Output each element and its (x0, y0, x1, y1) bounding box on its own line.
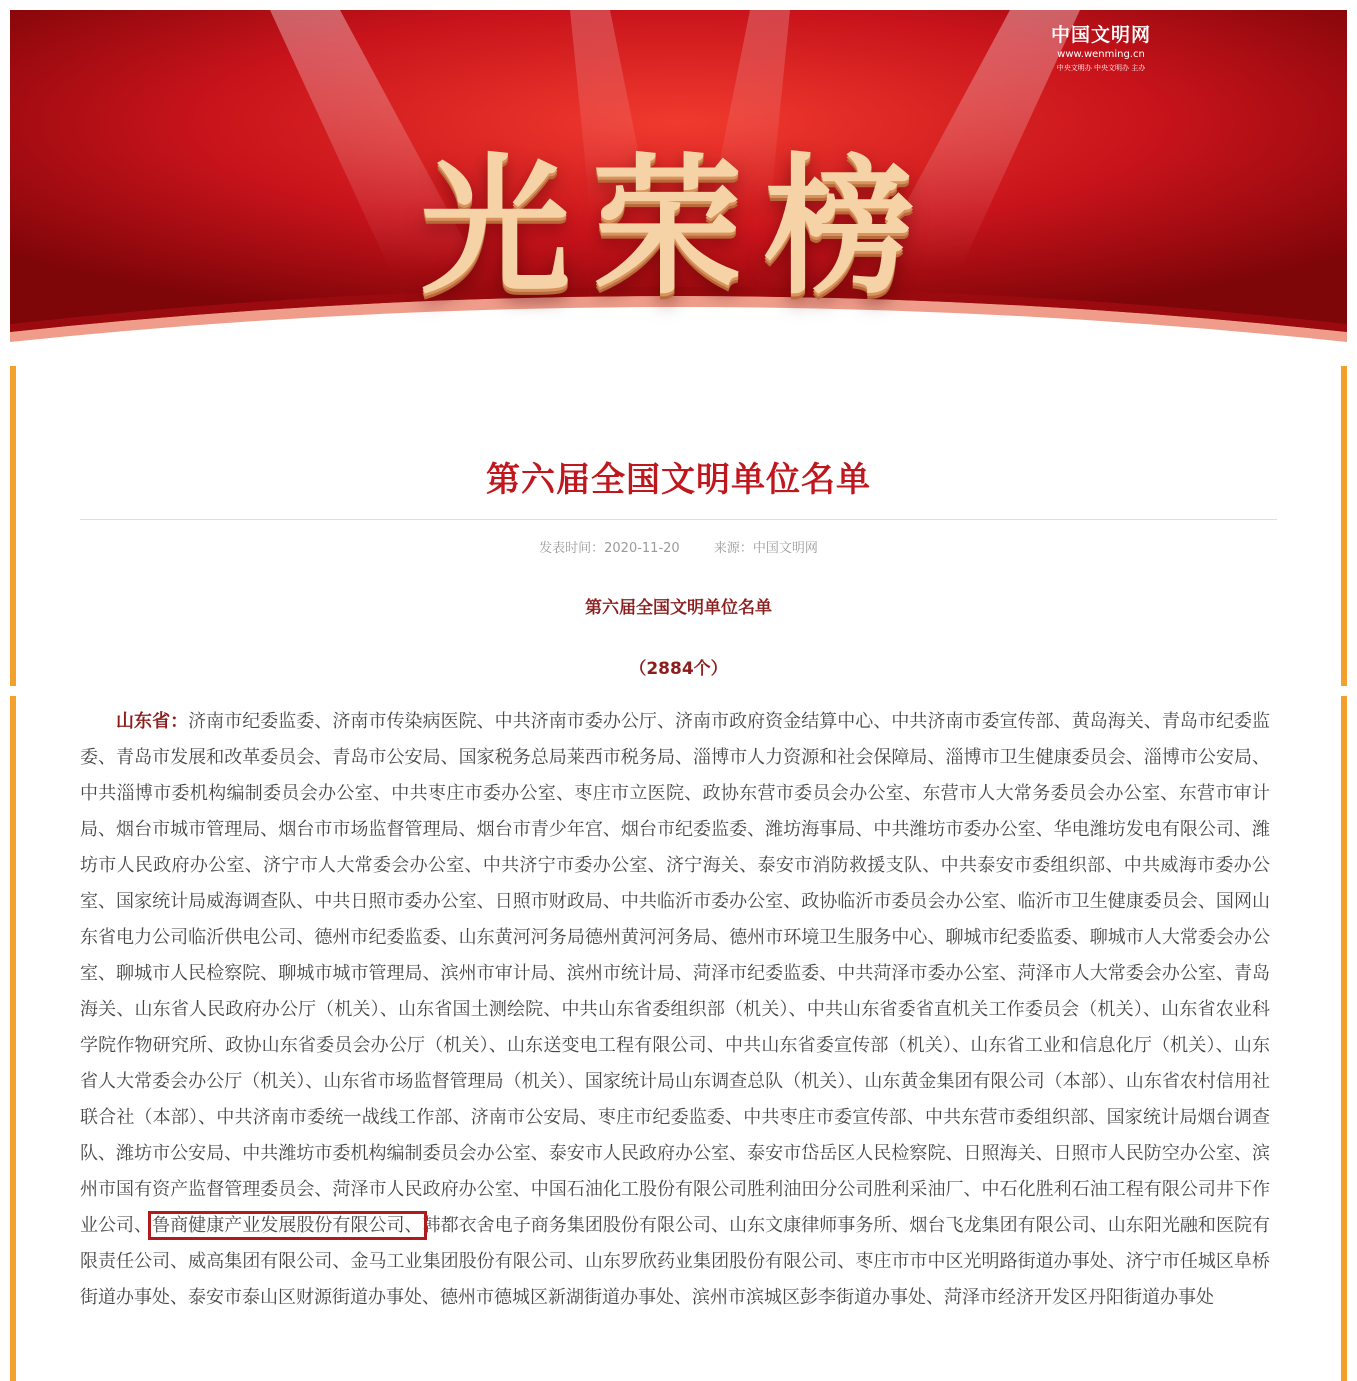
article-meta (0, 537, 1357, 556)
article-subtitle: 第六届全国文明单位名单 (585, 598, 772, 618)
left-orange-rule (10, 326, 16, 686)
right-orange-rule (1341, 326, 1347, 686)
site-logo[interactable] (1051, 20, 1151, 73)
honor-banner (10, 10, 1347, 366)
article-source: 来源：中国文明网 (713, 541, 818, 556)
publish-time: 发表时间：2020-11-20 (539, 541, 680, 556)
logo-url: www.wenming.cn (1057, 49, 1145, 60)
unit-list-paragraph (80, 704, 1270, 1316)
highlighted-unit: 鲁商健康产业发展股份有限公司、 (152, 1215, 423, 1236)
banner-title: 光荣榜 (420, 139, 937, 315)
right-orange-rule-lower (1341, 696, 1347, 1381)
unit-list-text: 济南市纪委监委、济南市传染病医院、中共济南市委办公厅、济南市政府资金结算中心、中共济南市委宣传部、黄岛海关、青岛市纪委监委、青岛市发展和改革委员会、青岛市公安局、国家税务总局莱西市税务局、淄博市人力资源和社会保障局、淄博市卫生健康委员会、淄博市公安局、中共淄博市委机构编制委员会办公室、中共枣庄市委办公室、枣庄市立医院、政协东营市委员会办公室、东营市人大常务委员会办公室、东营市审计局、烟台市城市管理局、烟台市市场监督管理局、烟台市青少年宫、烟台市纪委监委、潍坊海事局、中共潍坊市委办公室、华电潍坊发电有限公司、潍坊市人民政府办公室、济宁市人大常委会办公室、中共济宁市委办公室、济宁海关、泰安市消防救援支队、中共泰安市委组织部、中共威海市委办公室、国家统计局威海调查队、中共日照市委办公室、日照市财政局、中共临沂市委办公室、政协临沂市委员会办公室、临沂市卫生健康委员会、国网山东省电力公司临沂供电公司、德州市纪委监委、山东黄河河务局德州黄河河务局、德州市环境卫生服务中心、聊城市纪委监委、聊城市人大常委会办公室、聊城市人民检察院、聊城市城市管理局、滨州市审计局、滨州市统计局、菏泽市纪委监委、中共菏泽市委办公室、菏泽市人大常委会办公室、青岛海关、山东省人民政府办公厅（机关）、山东省国土测绘院、中共山东省委组织部（机关）、中共山东省委省直机关工作委员会（机关）、山东省农业科学院作物研究所、政协山东省委员会办公厅（机关）、山东送变电工程有限公司、中共山东省委宣传部（机关）、山东省工业和信息化厅（机关）、山东省人大常委会办公厅（机关）、山东省市场监督管理局（机关）、国家统计局山东调查总队（机关）、山东黄金集团有限公司（本部）、山东省农村信用社联合社（本部）、中共济南市委统一战线工作部、济南市公安局、枣庄市纪委监委、中共枣庄市委宣传部、中共东营市委组织部、国家统计局烟台调查队、潍坊市公安局、中共潍坊市委机构编制委员会办公室、泰安市人民政府办公室、泰安市岱岳区人民检察院、日照海关、日照市人民防空办公室、滨州市国有资产监督管理委员会、菏泽市人民政府办公室、中国石油化工股份有限公司胜利油田分公司胜利采油厂、中石化胜利石油工程有限公司井下作业公司、 (80, 711, 1271, 1236)
logo-subtitle: 中央文明办 中央文明办 主办 (1056, 64, 1146, 72)
province-label: 山东省： (116, 711, 189, 732)
unit-count: （2884个） (629, 659, 728, 679)
title-divider (80, 519, 1277, 520)
unit-list-text-continued: 韩都衣舍电子商务集团股份有限公司、山东文康律师事务所、烟台飞龙集团有限公司、山东阳光融和医院有限责任公司、威高集团有限公司、金马工业集团股份有限公司、山东罗欣药业集团股份有限公司、枣庄市市中区光明路街道办事处、济宁市任城区阜桥街道办事处、泰安市泰山区财源街道办事处、德州市德城区新湖街道办事处、滨州市滨城区彭李街道办事处、菏泽市经济开发区丹阳街道办事处 (80, 1215, 1271, 1308)
page-title: 第六届全国文明单位名单 (486, 460, 871, 500)
left-orange-rule-lower (10, 696, 16, 1381)
logo-name: 中国文明网 (1050, 24, 1151, 46)
